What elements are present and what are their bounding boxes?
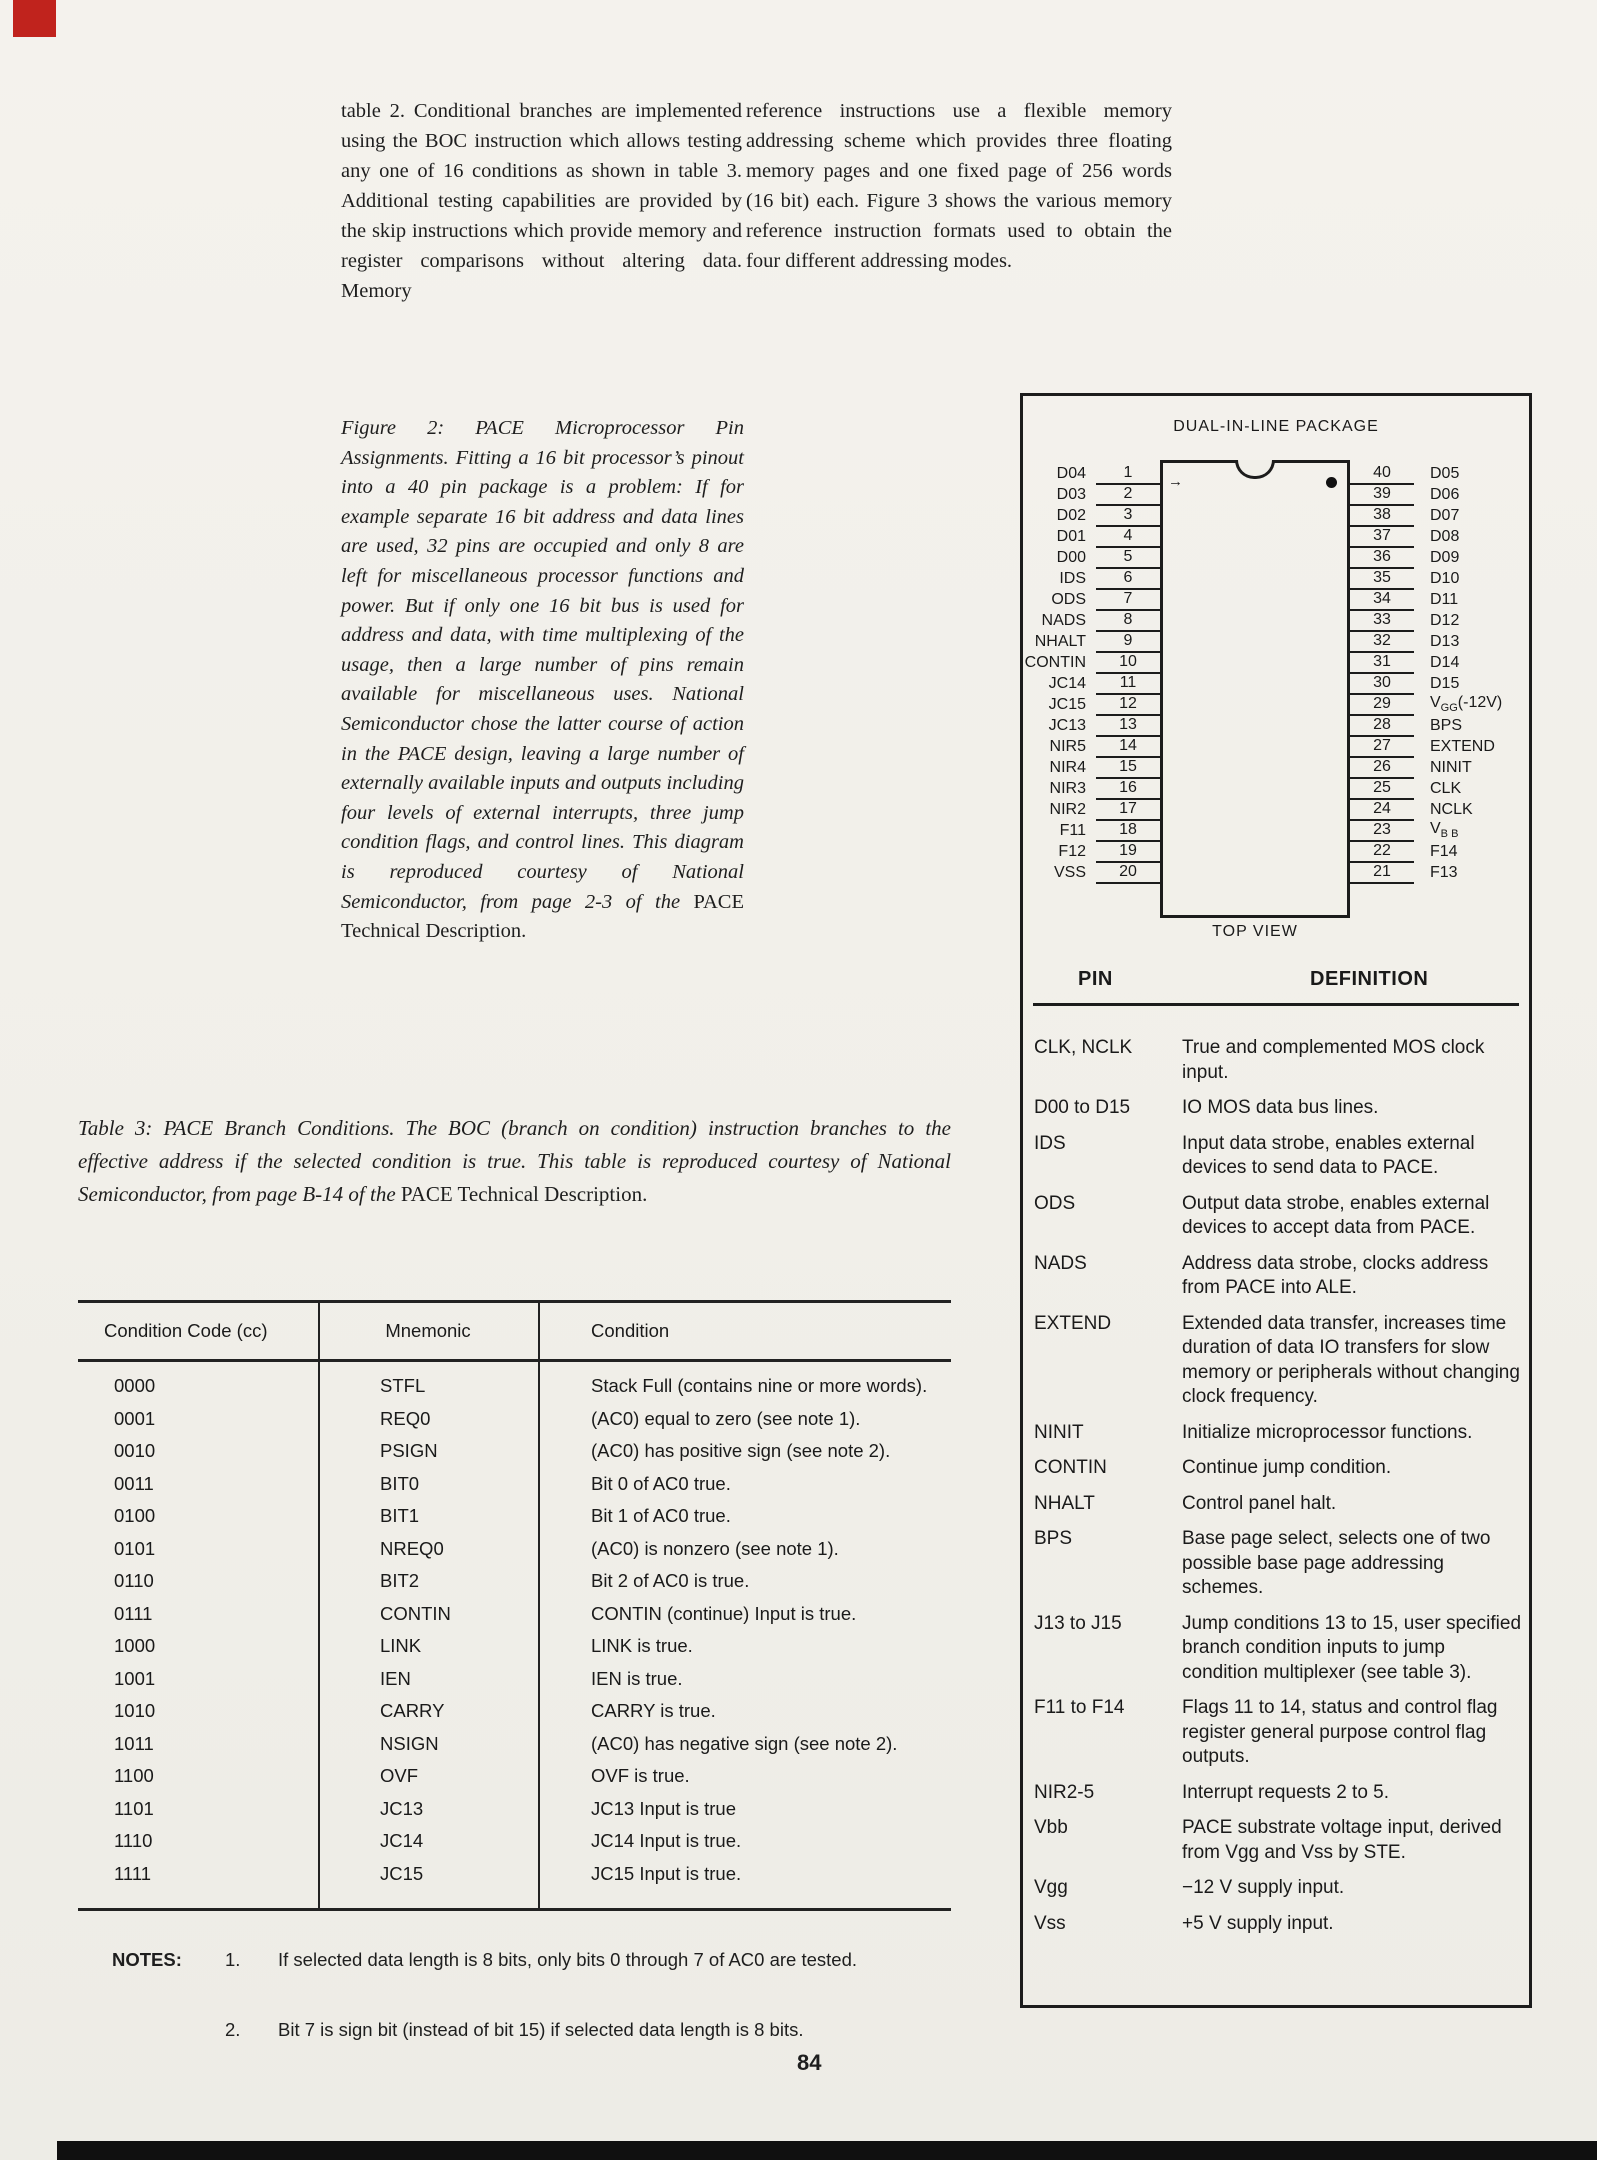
condition-code-cell: 0100 xyxy=(114,1505,156,1527)
scan-bottom-bar xyxy=(57,2141,1597,2160)
pin-row-28 xyxy=(1350,715,1532,737)
condition-code-cell: 1001 xyxy=(114,1667,156,1689)
pin-row-5 xyxy=(1023,547,1160,569)
table3-row xyxy=(78,1370,951,1403)
mnemonic-cell: JC14 xyxy=(380,1830,424,1852)
pin-number-19: 19 xyxy=(1096,842,1160,863)
pin-label-18: F11 xyxy=(1059,822,1086,839)
table3-row xyxy=(78,1858,951,1891)
condition-cell: LINK is true. xyxy=(591,1635,693,1657)
mnemonic-cell: CARRY xyxy=(380,1700,445,1722)
pin-definition-row xyxy=(1034,1036,1524,1085)
pin-definition-row xyxy=(1034,1312,1524,1410)
condition-cell: Bit 2 of AC0 is true. xyxy=(591,1570,750,1592)
table3-body xyxy=(78,1362,951,1908)
pin-label-32: D13 xyxy=(1430,633,1460,650)
pin-number-36: 36 xyxy=(1350,548,1414,569)
pin-number-6: 6 xyxy=(1096,569,1160,590)
pin-label-33: D12 xyxy=(1430,612,1460,629)
figure2-caption-italic: Figure 2: PACE Microprocessor Pin Assignments. Fitting a 16 bit processor’s pinout into a 40 pin package is a problem: If for example separate 16 bit address and data lines are used, 32 pins are occupied and only 8 are left for miscellaneous processor functions and power. But if only one 16 bit bus is used for address and data, with time multiplexing of the usage, then a large number of pins remain available for miscellaneous uses. National Semiconductor chose the latter course of action in the PACE design, leaving a large number of externally available inputs and outputs including four levels of external interrupts, three jump condition flags, and control lines. This diagram is reproduced courtesy of National Semiconductor, from page 2-3 of the xyxy=(341,417,744,913)
pin-number-2: 2 xyxy=(1096,485,1160,506)
condition-cell: JC13 Input is true xyxy=(591,1797,736,1819)
pin-term: ODS xyxy=(1034,1192,1076,1214)
pin-definition: IO MOS data bus lines. xyxy=(1182,1097,1379,1118)
table3-caption xyxy=(78,1112,951,1211)
condition-code-cell: 1101 xyxy=(114,1797,154,1819)
pin-row-37 xyxy=(1350,526,1532,548)
table3-header-row xyxy=(78,1303,951,1362)
pin-definition: Initialize microprocessor functions. xyxy=(1182,1421,1473,1443)
pin-definition-row xyxy=(1034,1912,1524,1937)
condition-code-cell: 0000 xyxy=(114,1375,156,1397)
table3-row xyxy=(78,1468,951,1501)
pin-definition: Flags 11 to 14, status and control flag register general purpose control flag outputs. xyxy=(1182,1697,1498,1767)
pin-row-29 xyxy=(1350,694,1532,716)
pin-definition: −12 V supply input. xyxy=(1182,1877,1345,1898)
pin-label-2: D03 xyxy=(1056,486,1086,503)
pin-term: CONTIN xyxy=(1034,1457,1107,1478)
condition-cell: CONTIN (continue) Input is true. xyxy=(591,1602,857,1624)
mnemonic-cell: BIT2 xyxy=(380,1570,420,1592)
pin-row-7 xyxy=(1023,589,1160,611)
condition-cell: CARRY is true. xyxy=(591,1700,716,1722)
pin-row-35 xyxy=(1350,568,1532,590)
pin-row-15 xyxy=(1023,757,1160,779)
pin-number-39: 39 xyxy=(1350,485,1414,506)
pin-number-27: 27 xyxy=(1350,737,1414,758)
mnemonic-cell: CONTIN xyxy=(380,1602,451,1624)
definition-column-header: DEFINITION xyxy=(1310,968,1429,990)
pin-column-header: PIN xyxy=(1078,968,1113,990)
pin-row-8 xyxy=(1023,610,1160,632)
pin-definition-row xyxy=(1034,1612,1524,1686)
pin-term: BPS xyxy=(1034,1528,1073,1549)
table3-row xyxy=(78,1598,951,1631)
condition-code-cell: 1110 xyxy=(114,1830,153,1852)
mnemonic-cell: PSIGN xyxy=(380,1440,438,1462)
note-text: Bit 7 is sign bit (instead of bit 15) if selected data length is 8 bits. xyxy=(278,2019,804,2040)
mnemonic-cell: STFL xyxy=(380,1375,426,1397)
pin-definition: Control panel halt. xyxy=(1182,1492,1337,1514)
condition-cell: Bit 1 of AC0 true. xyxy=(591,1505,731,1527)
pin-row-3 xyxy=(1023,505,1160,527)
pin-row-30 xyxy=(1350,673,1532,695)
pin-definition: True and complemented MOS clock input. xyxy=(1182,1037,1485,1083)
pin-number-32: 32 xyxy=(1350,632,1414,653)
pin-row-18 xyxy=(1023,820,1160,842)
figure2-pin-diagram-panel xyxy=(1020,393,1532,2008)
branch-conditions-table xyxy=(78,1300,951,1911)
pin-label-8: NADS xyxy=(1041,612,1086,629)
condition-cell: JC15 Input is true. xyxy=(591,1862,742,1884)
pin-label-23: $V_{B B}$ xyxy=(1430,819,1459,840)
pin-row-14 xyxy=(1023,736,1160,758)
pin-row-19 xyxy=(1023,841,1160,863)
table3-header-condition-code: Condition Code (cc) xyxy=(104,1320,268,1341)
body-column-left: table 2. Conditional branches are implemented using the BOC instruction which allows testing any one of 16 conditions as shown in table 3. Additional testing capabilities are provided by the skip instructions which provide memory and register comparisons without altering data. Memory xyxy=(341,100,742,302)
pin-definition: Base page select, selects one of two possible base page addressing schemes. xyxy=(1182,1528,1491,1598)
figure2-caption-title-ref: PACE Technical Description. xyxy=(341,890,744,943)
table3-notes xyxy=(112,1948,957,2088)
pin-definition-row xyxy=(1034,1132,1524,1181)
pin-term: Vbb xyxy=(1034,1817,1068,1838)
condition-code-cell: 0111 xyxy=(114,1602,153,1624)
pin-row-16 xyxy=(1023,778,1160,800)
pin-term: CLK, NCLK xyxy=(1034,1037,1133,1058)
pin1-arrow-icon: → xyxy=(1168,473,1183,490)
pin40-dot-icon xyxy=(1326,477,1337,488)
pin-row-4 xyxy=(1023,526,1160,548)
pin-number-38: 38 xyxy=(1350,506,1414,527)
table3-row xyxy=(78,1500,951,1533)
pin-number-22: 22 xyxy=(1350,842,1414,863)
mnemonic-cell: OVF xyxy=(380,1765,419,1787)
pin-row-12 xyxy=(1023,694,1160,716)
pin-row-24 xyxy=(1350,799,1532,821)
pin-row-38 xyxy=(1350,505,1532,527)
top-view-label: TOP VIEW xyxy=(1212,923,1298,940)
chip-body xyxy=(1160,460,1350,918)
note-number: 1. xyxy=(225,1949,241,1970)
mnemonic-cell: BIT0 xyxy=(380,1472,420,1494)
condition-code-cell: 1111 xyxy=(114,1862,152,1884)
pin-row-39 xyxy=(1350,484,1532,506)
table3-row xyxy=(78,1695,951,1728)
pin-term: D00 to D15 xyxy=(1034,1097,1131,1118)
figure2-caption xyxy=(341,414,744,947)
pin-term: EXTEND xyxy=(1034,1312,1112,1334)
pin-label-20: VSS xyxy=(1053,864,1086,881)
pin-term: NIR2-5 xyxy=(1034,1781,1095,1803)
pin-definition: Continue jump condition. xyxy=(1182,1457,1392,1478)
pin-label-27: EXTEND xyxy=(1430,738,1495,755)
pin-definition: Jump conditions 13 to 15, user specified branch condition inputs to jump condition multiplexer (see table 3). xyxy=(1182,1612,1522,1683)
condition-code-cell: 0110 xyxy=(114,1570,154,1592)
pin-label-28: BPS xyxy=(1430,717,1463,734)
table3-row xyxy=(78,1728,951,1761)
table3-row xyxy=(78,1533,951,1566)
pin-label-10: CONTIN xyxy=(1024,654,1086,671)
mnemonic-cell: BIT1 xyxy=(380,1505,420,1527)
pin-definition-row xyxy=(1034,1192,1524,1241)
mnemonic-cell: REQ0 xyxy=(380,1407,431,1429)
pin-label-7: ODS xyxy=(1051,591,1086,608)
pin-term: Vgg xyxy=(1034,1877,1068,1898)
condition-cell: Stack Full (contains nine or more words). xyxy=(591,1375,928,1397)
scan-corner-mark xyxy=(13,0,56,37)
mnemonic-cell: NSIGN xyxy=(380,1732,439,1754)
chip-notch-icon xyxy=(1235,460,1275,479)
table3-column-rule-1 xyxy=(318,1303,320,1908)
pin-number-4: 4 xyxy=(1096,527,1160,548)
pin-definition-row xyxy=(1034,1096,1524,1121)
pin-row-13 xyxy=(1023,715,1160,737)
pin-number-15: 15 xyxy=(1096,758,1160,779)
body-column-right: reference instructions use a flexible memory addressing scheme which provides three floating memory pages and one fixed page of 256 words (16 bit) each. Figure 3 shows the various memory reference instruction formats used to obtain the four different addressing modes. xyxy=(746,100,1172,272)
pin-label-25: CLK xyxy=(1430,780,1462,797)
table3-row xyxy=(78,1435,951,1468)
pin-row-20 xyxy=(1023,862,1160,884)
pin-label-40: D05 xyxy=(1430,465,1460,482)
pin-definition: Input data strobe, enables external devices to send data to PACE. xyxy=(1182,1132,1475,1178)
pin-label-6: IDS xyxy=(1059,570,1086,587)
pin-row-26 xyxy=(1350,757,1532,779)
pin-table-header-rule xyxy=(1033,1003,1519,1006)
pin-label-14: NIR5 xyxy=(1049,738,1086,755)
table3-column-rule-2 xyxy=(538,1303,540,1908)
pin-definition-row xyxy=(1034,1876,1524,1901)
pin-number-10: 10 xyxy=(1096,653,1160,674)
pin-label-36: D09 xyxy=(1430,549,1460,566)
pin-label-24: NCLK xyxy=(1430,801,1473,818)
pin-number-26: 26 xyxy=(1350,758,1414,779)
condition-cell: (AC0) has positive sign (see note 2). xyxy=(591,1440,891,1462)
note-text: If selected data length is 8 bits, only bits 0 through 7 of AC0 are tested. xyxy=(278,1949,857,1970)
pin-definition: +5 V supply input. xyxy=(1182,1912,1334,1934)
pin-number-29: 29 xyxy=(1350,695,1414,716)
pin-label-39: D06 xyxy=(1430,486,1460,503)
page-number: 84 xyxy=(797,2050,822,2075)
pin-number-17: 17 xyxy=(1096,800,1160,821)
pin-number-25: 25 xyxy=(1350,779,1414,800)
pin-label-12: JC15 xyxy=(1048,696,1086,713)
pin-label-37: D08 xyxy=(1430,528,1460,545)
pin-term: Vss xyxy=(1034,1912,1066,1934)
pin-definition: PACE substrate voltage input, derived from Vgg and Vss by STE. xyxy=(1182,1817,1502,1863)
note-row xyxy=(112,2018,957,2042)
pin-term: NADS xyxy=(1034,1252,1087,1274)
pin-label-17: NIR2 xyxy=(1049,801,1086,818)
pin-number-28: 28 xyxy=(1350,716,1414,737)
pin-row-33 xyxy=(1350,610,1532,632)
pin-number-9: 9 xyxy=(1096,632,1160,653)
pin-label-16: NIR3 xyxy=(1049,780,1086,797)
pin-definition: Output data strobe, enables external devices to accept data from PACE. xyxy=(1182,1192,1490,1238)
condition-cell: (AC0) equal to zero (see note 1). xyxy=(591,1407,861,1429)
note-number: 2. xyxy=(225,2019,241,2040)
pin-row-36 xyxy=(1350,547,1532,569)
table3-row xyxy=(78,1663,951,1696)
pin-definition-row xyxy=(1034,1527,1524,1601)
pin-row-9 xyxy=(1023,631,1160,653)
pin-label-3: D02 xyxy=(1056,507,1086,524)
table3-row xyxy=(78,1565,951,1598)
mnemonic-cell: JC15 xyxy=(380,1862,424,1884)
note-row xyxy=(112,1948,957,1972)
condition-cell: (AC0) has negative sign (see note 2). xyxy=(591,1732,898,1754)
pin-term: NINIT xyxy=(1034,1421,1084,1443)
pin-number-40: 40 xyxy=(1350,464,1414,485)
pin-label-11: JC14 xyxy=(1048,675,1086,692)
pin-row-2 xyxy=(1023,484,1160,506)
pin-definition-row xyxy=(1034,1492,1524,1517)
pin-label-34: D11 xyxy=(1430,591,1459,608)
pin-number-24: 24 xyxy=(1350,800,1414,821)
pin-row-17 xyxy=(1023,799,1160,821)
pin-term: NHALT xyxy=(1034,1492,1095,1514)
table3-row xyxy=(78,1760,951,1793)
pin-label-1: D04 xyxy=(1056,465,1086,482)
mnemonic-cell: NREQ0 xyxy=(380,1537,444,1559)
pin-number-31: 31 xyxy=(1350,653,1414,674)
pin-number-18: 18 xyxy=(1096,821,1160,842)
pin-row-6 xyxy=(1023,568,1160,590)
table3-row xyxy=(78,1630,951,1663)
table3-caption-italic: Table 3: PACE Branch Conditions. The BOC (branch on condition) instruction branches to the effective address if the selected condition is true. This table is reproduced courtesy of National Semiconductor, from page B-14 of the xyxy=(78,1116,951,1206)
condition-cell: IEN is true. xyxy=(591,1667,683,1689)
condition-cell: (AC0) is nonzero (see note 1). xyxy=(591,1537,839,1559)
pin-row-22 xyxy=(1350,841,1532,863)
pin-definition-row xyxy=(1034,1816,1524,1865)
condition-code-cell: 1011 xyxy=(114,1732,154,1754)
pin-label-26: NINIT xyxy=(1430,759,1472,776)
pin-label-23-subscript: B B xyxy=(1440,828,1459,840)
notes-label: NOTES: xyxy=(112,1949,182,1970)
condition-code-cell: 1000 xyxy=(114,1635,156,1657)
mnemonic-cell: LINK xyxy=(380,1635,422,1657)
pin-row-10 xyxy=(1023,652,1160,674)
pin-number-21: 21 xyxy=(1350,863,1414,884)
table3-row xyxy=(78,1825,951,1858)
pin-label-35: D10 xyxy=(1430,570,1460,587)
pin-term: J13 to J15 xyxy=(1034,1612,1122,1634)
pin-row-32 xyxy=(1350,631,1532,653)
pin-number-1: 1 xyxy=(1096,464,1160,485)
pin-row-31 xyxy=(1350,652,1532,674)
pin-row-27 xyxy=(1350,736,1532,758)
pin-row-23 xyxy=(1350,820,1532,842)
condition-code-cell: 1100 xyxy=(114,1765,154,1787)
dip-package-title: DUAL-IN-LINE PACKAGE xyxy=(1173,418,1379,435)
pin-number-33: 33 xyxy=(1350,611,1414,632)
pin-number-16: 16 xyxy=(1096,779,1160,800)
condition-cell: JC14 Input is true. xyxy=(591,1830,742,1852)
pin-label-29-subscript: GG xyxy=(1440,702,1458,714)
condition-code-cell: 0011 xyxy=(114,1472,154,1494)
table3-header-mnemonic: Mnemonic xyxy=(385,1320,471,1341)
pin-number-13: 13 xyxy=(1096,716,1160,737)
table3-header-condition: Condition xyxy=(591,1320,670,1341)
condition-code-cell: 0101 xyxy=(114,1537,156,1559)
pin-label-4: D01 xyxy=(1056,528,1086,545)
pin-definition-row xyxy=(1034,1781,1524,1806)
condition-code-cell: 1010 xyxy=(114,1700,156,1722)
pin-label-9: NHALT xyxy=(1034,633,1086,650)
pin-label-21: F13 xyxy=(1430,864,1458,881)
mnemonic-cell: JC13 xyxy=(380,1797,424,1819)
pin-definition-row xyxy=(1034,1421,1524,1446)
pin-definition-list xyxy=(1034,1036,1524,1936)
table3-row xyxy=(78,1403,951,1436)
pin-number-34: 34 xyxy=(1350,590,1414,611)
pin-number-30: 30 xyxy=(1350,674,1414,695)
condition-code-cell: 0010 xyxy=(114,1440,156,1462)
pin-row-25 xyxy=(1350,778,1532,800)
pin-row-34 xyxy=(1350,589,1532,611)
pin-number-14: 14 xyxy=(1096,737,1160,758)
pin-number-5: 5 xyxy=(1096,548,1160,569)
table3-caption-title-ref: PACE Technical Description. xyxy=(400,1182,648,1206)
pin-number-23: 23 xyxy=(1350,821,1414,842)
pin-number-8: 8 xyxy=(1096,611,1160,632)
pin-label-5: D00 xyxy=(1056,549,1086,566)
pin-definition-row xyxy=(1034,1252,1524,1301)
pin-number-37: 37 xyxy=(1350,527,1414,548)
pin-number-3: 3 xyxy=(1096,506,1160,527)
pin-row-11 xyxy=(1023,673,1160,695)
pin-row-40 xyxy=(1350,463,1532,485)
pin-number-20: 20 xyxy=(1096,863,1160,884)
pin-label-22: F14 xyxy=(1430,843,1458,860)
condition-cell: OVF is true. xyxy=(591,1765,690,1787)
pin-definition: Interrupt requests 2 to 5. xyxy=(1182,1781,1390,1803)
mnemonic-cell: IEN xyxy=(380,1667,411,1689)
pin-definition-row xyxy=(1034,1456,1524,1481)
pin-row-21 xyxy=(1350,862,1532,884)
pin-label-15: NIR4 xyxy=(1049,759,1086,776)
pin-label-19: F12 xyxy=(1058,843,1086,860)
pin-number-12: 12 xyxy=(1096,695,1160,716)
pin-term: IDS xyxy=(1034,1132,1066,1154)
pin-label-38: D07 xyxy=(1430,507,1460,524)
pin-row-1 xyxy=(1023,463,1160,485)
pin-label-30: D15 xyxy=(1430,675,1460,692)
pin-definition: Extended data transfer, increases time duration of data IO transfers for slow memory or peripherals without changing clock frequency. xyxy=(1182,1312,1520,1407)
condition-cell: Bit 0 of AC0 true. xyxy=(591,1472,731,1494)
pin-label-31: D14 xyxy=(1430,654,1460,671)
pin-label-29: $V_{GG}(-12V)$ xyxy=(1430,693,1503,714)
pin-number-11: 11 xyxy=(1096,674,1160,695)
pin-number-7: 7 xyxy=(1096,590,1160,611)
pin-number-35: 35 xyxy=(1350,569,1414,590)
pin-term: F11 to F14 xyxy=(1034,1697,1125,1718)
condition-code-cell: 0001 xyxy=(114,1407,156,1429)
pin-label-13: JC13 xyxy=(1048,717,1086,734)
table3-row xyxy=(78,1793,951,1826)
pin-definition-row xyxy=(1034,1696,1524,1770)
notes-label xyxy=(112,2018,225,2042)
pin-definition: Address data strobe, clocks address from PACE into ALE. xyxy=(1182,1252,1489,1298)
